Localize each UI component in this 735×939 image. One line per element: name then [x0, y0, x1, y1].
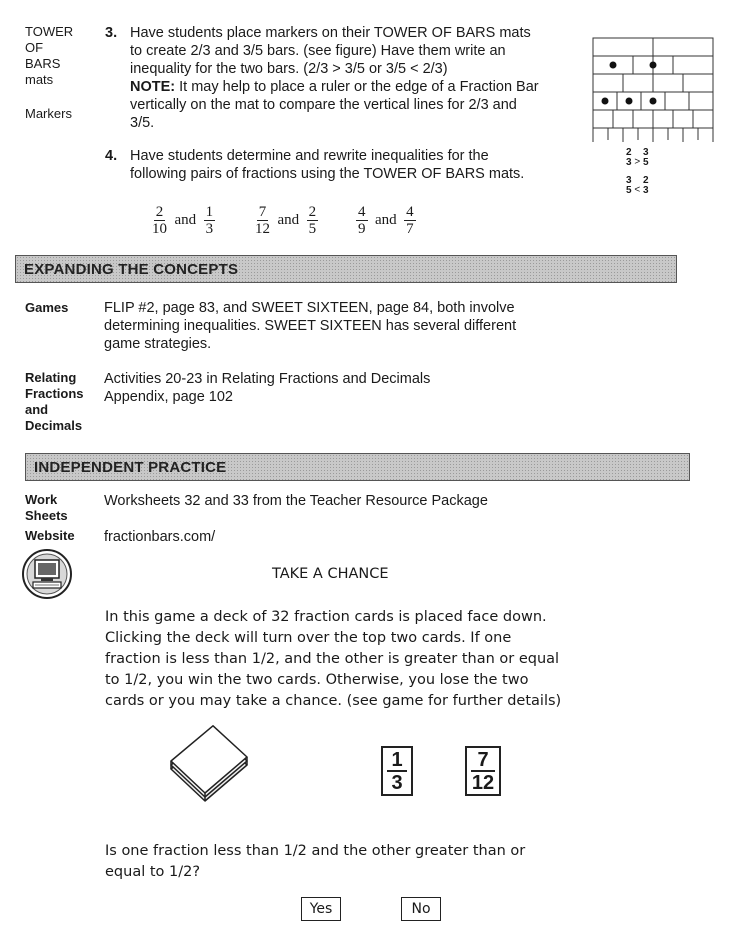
- operator: >: [634, 156, 641, 168]
- step-3-line: 3/5.: [130, 115, 155, 131]
- game-desc-line: Clicking the deck will turn over the top two cards. If one: [105, 630, 512, 646]
- fraction-pair-2: [255, 204, 318, 237]
- and-word: and: [277, 212, 300, 228]
- numerator: 3: [626, 175, 632, 186]
- fraction: [204, 204, 216, 237]
- denominator: 3: [626, 157, 632, 168]
- numerator: 7: [258, 204, 267, 220]
- games-line: determining inequalities. SWEET SIXTEEN has several different: [104, 318, 517, 334]
- marker-dot: [626, 98, 633, 105]
- denominator: 10: [152, 221, 167, 237]
- step-3-line: vertically on the mat to compare the vertical lines for 2/3 and: [130, 97, 517, 113]
- relating-label-line: Decimals: [25, 418, 83, 433]
- step-4-line: following pairs of fractions using the TOWER OF BARS mats.: [130, 166, 525, 182]
- step-4-text: [130, 147, 590, 183]
- fraction: [255, 204, 270, 237]
- numerator: 2: [308, 204, 317, 220]
- card-denominator: 3: [391, 772, 403, 794]
- game-description: [105, 607, 575, 712]
- denominator: 3: [642, 185, 649, 196]
- tower-label-line: OF: [25, 40, 44, 55]
- denominator: 5: [308, 221, 317, 237]
- numerator: 2: [626, 147, 632, 158]
- tower-label-line: mats: [25, 72, 54, 87]
- denominator: 12: [255, 221, 270, 237]
- game-desc-line: to 1/2, you win the two cards. Otherwise, you lose the two: [105, 672, 529, 688]
- relating-label-line: Relating: [25, 370, 77, 385]
- game-title: TAKE A CHANCE: [272, 566, 389, 582]
- marker-dot: [610, 62, 617, 69]
- card-numerator: 1: [387, 750, 407, 772]
- step-3-line: inequality for the two bars. (2/3 > 3/5 or 3/5 < 2/3): [130, 61, 448, 77]
- work-label-line: Work: [25, 492, 58, 507]
- games-text: [104, 299, 574, 353]
- figure-inequality-1: [626, 148, 649, 168]
- numerator: 4: [406, 204, 414, 220]
- game-desc-line: cards or you may take a chance. (see game for further details): [105, 693, 562, 709]
- relating-line: Appendix, page 102: [104, 389, 233, 405]
- fraction: [152, 204, 167, 237]
- yes-button[interactable]: Yes: [301, 897, 341, 921]
- note-text: It may help to place a ruler or the edge of a Fraction Bar: [175, 79, 539, 95]
- relating-label-line: Fractions: [25, 386, 84, 401]
- fraction: [307, 204, 319, 237]
- relating-label: [25, 370, 84, 434]
- numerator: 2: [642, 175, 649, 186]
- game-desc-line: In this game a deck of 32 fraction cards is placed face down.: [105, 609, 547, 625]
- operator: <: [634, 184, 641, 196]
- denominator: 7: [406, 221, 414, 237]
- denominator: 5: [626, 185, 632, 196]
- materials-tower-label: [25, 24, 73, 88]
- marker-dot: [650, 98, 657, 105]
- fraction-card-2: [465, 746, 501, 796]
- card-numerator: 7: [471, 750, 495, 772]
- step-3-line: Have students place markers on their TOWER OF BARS mats: [130, 25, 531, 41]
- step-3-number: 3.: [105, 25, 118, 41]
- marker-dot: [650, 62, 657, 69]
- step-3-line: to create 2/3 and 3/5 bars. (see figure) Have them write an: [130, 43, 506, 59]
- materials-markers-label: Markers: [25, 106, 72, 121]
- step-3-text: [130, 24, 590, 132]
- work-label-line: Sheets: [25, 508, 68, 523]
- section-header-expanding: [15, 255, 677, 283]
- marker-dot: [602, 98, 609, 105]
- numerator: 3: [642, 147, 649, 158]
- relating-line: Activities 20-23 in Relating Fractions and Decimals: [104, 371, 431, 387]
- games-label: Games: [25, 300, 69, 315]
- tower-label-line: TOWER: [25, 24, 74, 39]
- relating-label-line: and: [25, 402, 49, 417]
- fraction-pair-1: [152, 204, 215, 237]
- card-deck-icon[interactable]: [165, 725, 255, 805]
- denominator: 3: [205, 221, 214, 237]
- fraction: [356, 204, 368, 237]
- question-line: equal to 1/2?: [105, 864, 201, 880]
- fraction-card-1: [381, 746, 413, 796]
- section-title: EXPANDING THE CONCEPTS: [24, 261, 239, 278]
- no-button[interactable]: No: [401, 897, 441, 921]
- step-4-number: 4.: [105, 148, 118, 164]
- note-label: NOTE:: [130, 79, 176, 95]
- worksheets-text: Worksheets 32 and 33 from the Teacher Resource Package: [104, 493, 488, 509]
- computer-icon: [21, 548, 73, 600]
- section-title: INDEPENDENT PRACTICE: [34, 459, 227, 476]
- step-3-note: [130, 78, 590, 96]
- question-line: Is one fraction less than 1/2 and the other greater than or: [105, 843, 526, 859]
- figure-inequality-2: [626, 176, 649, 196]
- games-line: FLIP #2, page 83, and SWEET SIXTEEN, page 84, both involve: [104, 300, 515, 316]
- and-word: and: [174, 212, 197, 228]
- fraction: [404, 204, 416, 237]
- denominator: 5: [642, 157, 649, 168]
- relating-text: [104, 370, 574, 406]
- and-word: and: [374, 212, 397, 228]
- game-question: [105, 841, 575, 883]
- website-link[interactable]: fractionbars.com/: [104, 529, 216, 545]
- tower-label-line: BARS: [25, 56, 61, 71]
- fraction-pair-3: [356, 204, 416, 237]
- game-desc-line: fraction is less than 1/2, and the other is greater than or equal: [105, 651, 560, 667]
- tower-of-bars-figure: [590, 36, 718, 148]
- section-header-independent: [25, 453, 690, 481]
- step-4-line: Have students determine and rewrite inequalities for the: [130, 148, 489, 164]
- numerator: 2: [155, 204, 164, 220]
- work-sheets-label: [25, 492, 68, 524]
- games-line: game strategies.: [104, 336, 212, 352]
- card-denominator: 12: [471, 772, 495, 794]
- numerator: 1: [205, 204, 214, 220]
- numerator: 4: [358, 204, 366, 220]
- website-label: Website: [25, 528, 75, 543]
- denominator: 9: [358, 221, 366, 237]
